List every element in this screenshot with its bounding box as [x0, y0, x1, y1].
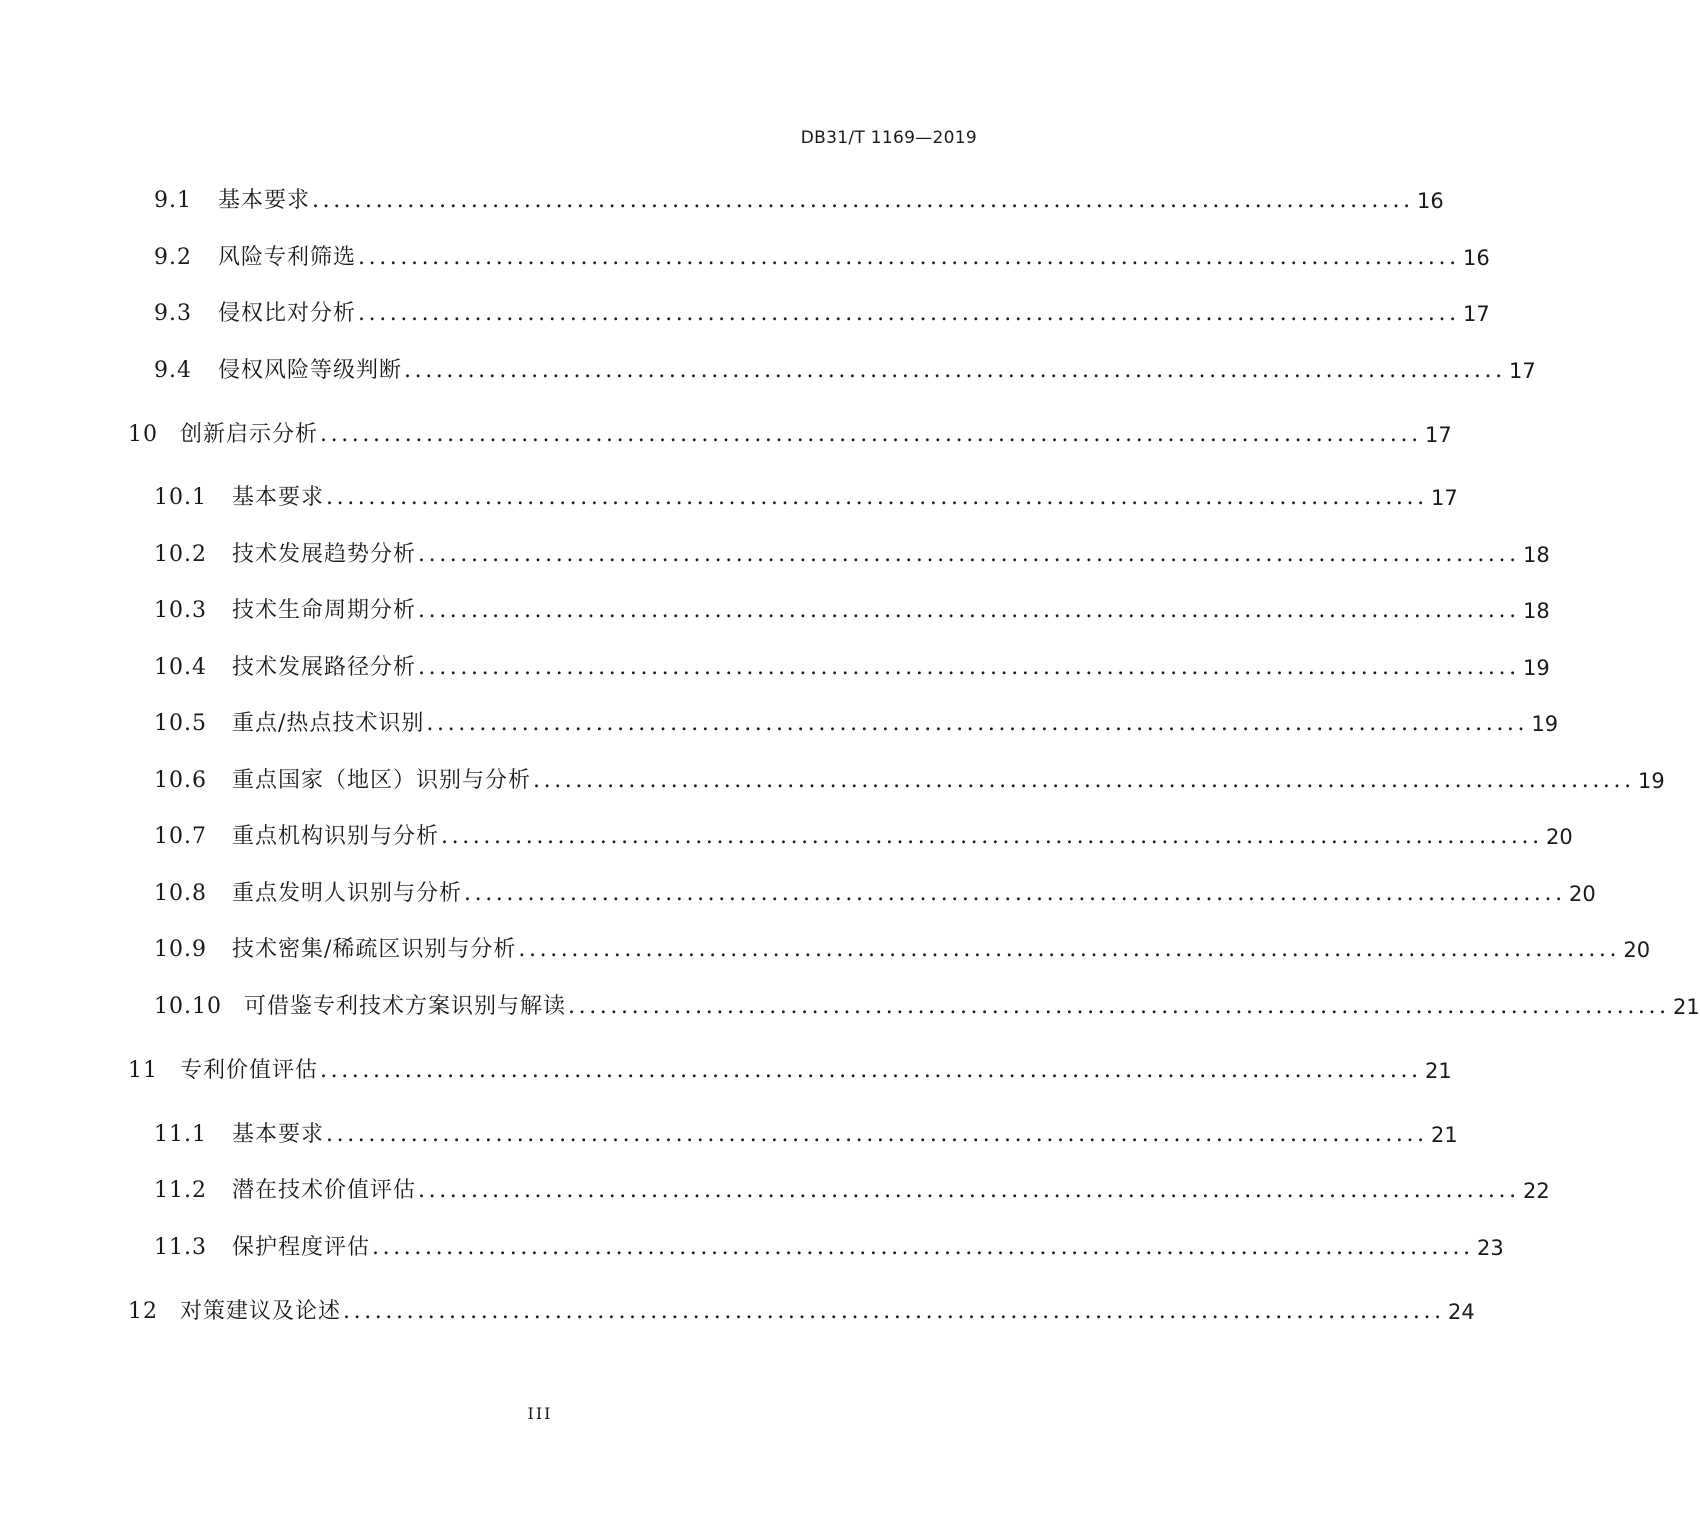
toc-entry-title: 风险专利筛选 [218, 245, 357, 270]
toc-entry-page: 21 [1424, 1059, 1452, 1083]
toc-entry-title: 潜在技术价值评估 [232, 1178, 417, 1203]
toc-entry[interactable] [154, 764, 1665, 798]
page-number: III [527, 1404, 553, 1423]
toc-entry-number: 10.5 [154, 711, 207, 736]
toc-dot-leader: ........................................................................................................ [372, 1235, 1474, 1260]
toc-entry-title: 基本要求 [232, 1122, 325, 1147]
toc-dot-leader: ........................................................................................................ [320, 1058, 1422, 1083]
toc-entry-title: 重点发明人识别与分析 [232, 881, 463, 906]
toc-entry[interactable] [154, 594, 1550, 628]
toc-entry-page: 22 [1522, 1179, 1550, 1203]
toc-entry-page: 17 [1508, 359, 1536, 383]
toc-entry-number: 10.1 [154, 485, 207, 510]
toc-entry-number: 10.2 [154, 542, 207, 567]
toc-entry-page: 17 [1462, 302, 1490, 326]
toc-entry[interactable] [154, 820, 1573, 854]
toc-entry-title: 侵权风险等级判断 [218, 358, 403, 383]
toc-entry[interactable] [154, 1174, 1550, 1208]
toc-entry-title: 技术生命周期分析 [232, 598, 417, 623]
toc-entry-page: 18 [1522, 543, 1550, 567]
toc-entry-page: 20 [1568, 882, 1596, 906]
toc-entry-number: 11.1 [154, 1122, 207, 1147]
toc-entry-title: 重点机构识别与分析 [232, 824, 440, 849]
toc-dot-leader: ........................................................................................................ [518, 937, 1621, 962]
toc-dot-leader: ........................................................................................................ [320, 422, 1422, 447]
toc-entry-title: 对策建议及论述 [180, 1299, 342, 1324]
toc-entry-page: 17 [1430, 486, 1458, 510]
toc-dot-leader: ........................................................................................................ [426, 711, 1529, 736]
toc-dot-leader: ........................................................................................................ [441, 824, 1543, 849]
toc-entry-title: 保护程度评估 [232, 1235, 371, 1260]
toc-entry-number: 9.4 [154, 358, 192, 383]
toc-entry-title: 专利价值评估 [180, 1058, 319, 1083]
toc-entry[interactable] [154, 877, 1596, 911]
toc-chapter-entry[interactable] [128, 1054, 1452, 1088]
toc-entry-page: 21 [1430, 1123, 1458, 1147]
toc-dot-leader: ........................................................................................................ [464, 881, 1566, 906]
toc-entry-title: 可借鉴专利技术方案识别与解读 [244, 994, 567, 1019]
toc-entry[interactable] [154, 297, 1490, 331]
toc-chapter-entry[interactable] [128, 1295, 1475, 1329]
toc-entry-title: 基本要求 [218, 188, 311, 213]
toc-entry-number: 11.3 [154, 1235, 207, 1260]
toc-dot-leader: ........................................................................................................ [404, 358, 1506, 383]
toc-entry[interactable] [154, 990, 1700, 1024]
toc-entry-title: 技术发展路径分析 [232, 655, 417, 680]
toc-entry-title: 创新启示分析 [180, 422, 319, 447]
toc-entry-page: 20 [1623, 938, 1651, 962]
toc-entry-title: 侵权比对分析 [218, 301, 357, 326]
toc-entry-number: 11 [128, 1058, 158, 1083]
toc-entry-title: 重点国家（地区）识别与分析 [232, 768, 532, 793]
toc-entry-page: 24 [1447, 1300, 1475, 1324]
toc-entry-page: 19 [1637, 769, 1665, 793]
toc-entry-title: 技术密集/稀疏区识别与分析 [232, 937, 517, 962]
toc-dot-leader: ........................................................................................................ [418, 1178, 1520, 1203]
toc-dot-leader: ........................................................................................................ [326, 485, 1428, 510]
toc-entry-page: 19 [1522, 656, 1550, 680]
toc-entry[interactable] [154, 354, 1536, 388]
toc-entry[interactable] [154, 1231, 1504, 1265]
toc-entry-number: 10.8 [154, 881, 207, 906]
toc-entry-number: 11.2 [154, 1178, 207, 1203]
toc-entry[interactable] [154, 241, 1490, 275]
document-code: DB31/T 1169—2019 [800, 128, 977, 148]
toc-entry-number: 10 [128, 422, 158, 447]
toc-entry[interactable] [154, 538, 1550, 572]
toc-entry-number: 9.1 [154, 188, 192, 213]
toc-entry-page: 20 [1545, 825, 1573, 849]
toc-entry-number: 12 [128, 1299, 158, 1324]
toc-entry-number: 10.4 [154, 655, 207, 680]
toc-dot-leader: ........................................................................................................ [418, 655, 1520, 680]
toc-entry[interactable] [154, 1118, 1458, 1152]
toc-entry-number: 9.2 [154, 245, 192, 270]
toc-entry[interactable] [154, 933, 1651, 967]
toc-dot-leader: ........................................................................................................ [326, 1122, 1428, 1147]
toc-dot-leader: ........................................................................................................ [418, 598, 1520, 623]
toc-entry[interactable] [154, 651, 1550, 685]
toc-entry-number: 10.7 [154, 824, 207, 849]
toc-entry[interactable] [154, 184, 1444, 218]
toc-dot-leader: ........................................................................................................ [312, 188, 1414, 213]
toc-dot-leader: ........................................................................................................ [358, 245, 1460, 270]
toc-entry-number: 10.3 [154, 598, 207, 623]
toc-entry-page: 19 [1531, 712, 1559, 736]
toc-entry-page: 16 [1416, 189, 1444, 213]
toc-entry-number: 10.10 [154, 994, 222, 1019]
toc-dot-leader: ........................................................................................................ [343, 1299, 1445, 1324]
toc-entry[interactable] [154, 481, 1458, 515]
toc-chapter-entry[interactable] [128, 418, 1452, 452]
toc-dot-leader: ........................................................................................................ [358, 301, 1460, 326]
toc-entry-number: 9.3 [154, 301, 192, 326]
toc-entry-page: 23 [1476, 1236, 1504, 1260]
toc-dot-leader: ........................................................................................................ [533, 768, 1635, 793]
toc-entry-title: 基本要求 [232, 485, 325, 510]
toc-entry-number: 10.6 [154, 768, 207, 793]
toc-entry-page: 18 [1522, 599, 1550, 623]
toc-entry-number: 10.9 [154, 937, 207, 962]
toc-entry-title: 重点/热点技术识别 [232, 711, 425, 736]
toc-dot-leader: ........................................................................................................ [568, 994, 1670, 1019]
toc-dot-leader: ........................................................................................................ [418, 542, 1520, 567]
toc-entry[interactable] [154, 707, 1559, 741]
toc-entry-page: 17 [1424, 423, 1452, 447]
toc-entry-page: 21 [1672, 995, 1700, 1019]
toc-entry-page: 16 [1462, 246, 1490, 270]
toc-entry-title: 技术发展趋势分析 [232, 542, 417, 567]
